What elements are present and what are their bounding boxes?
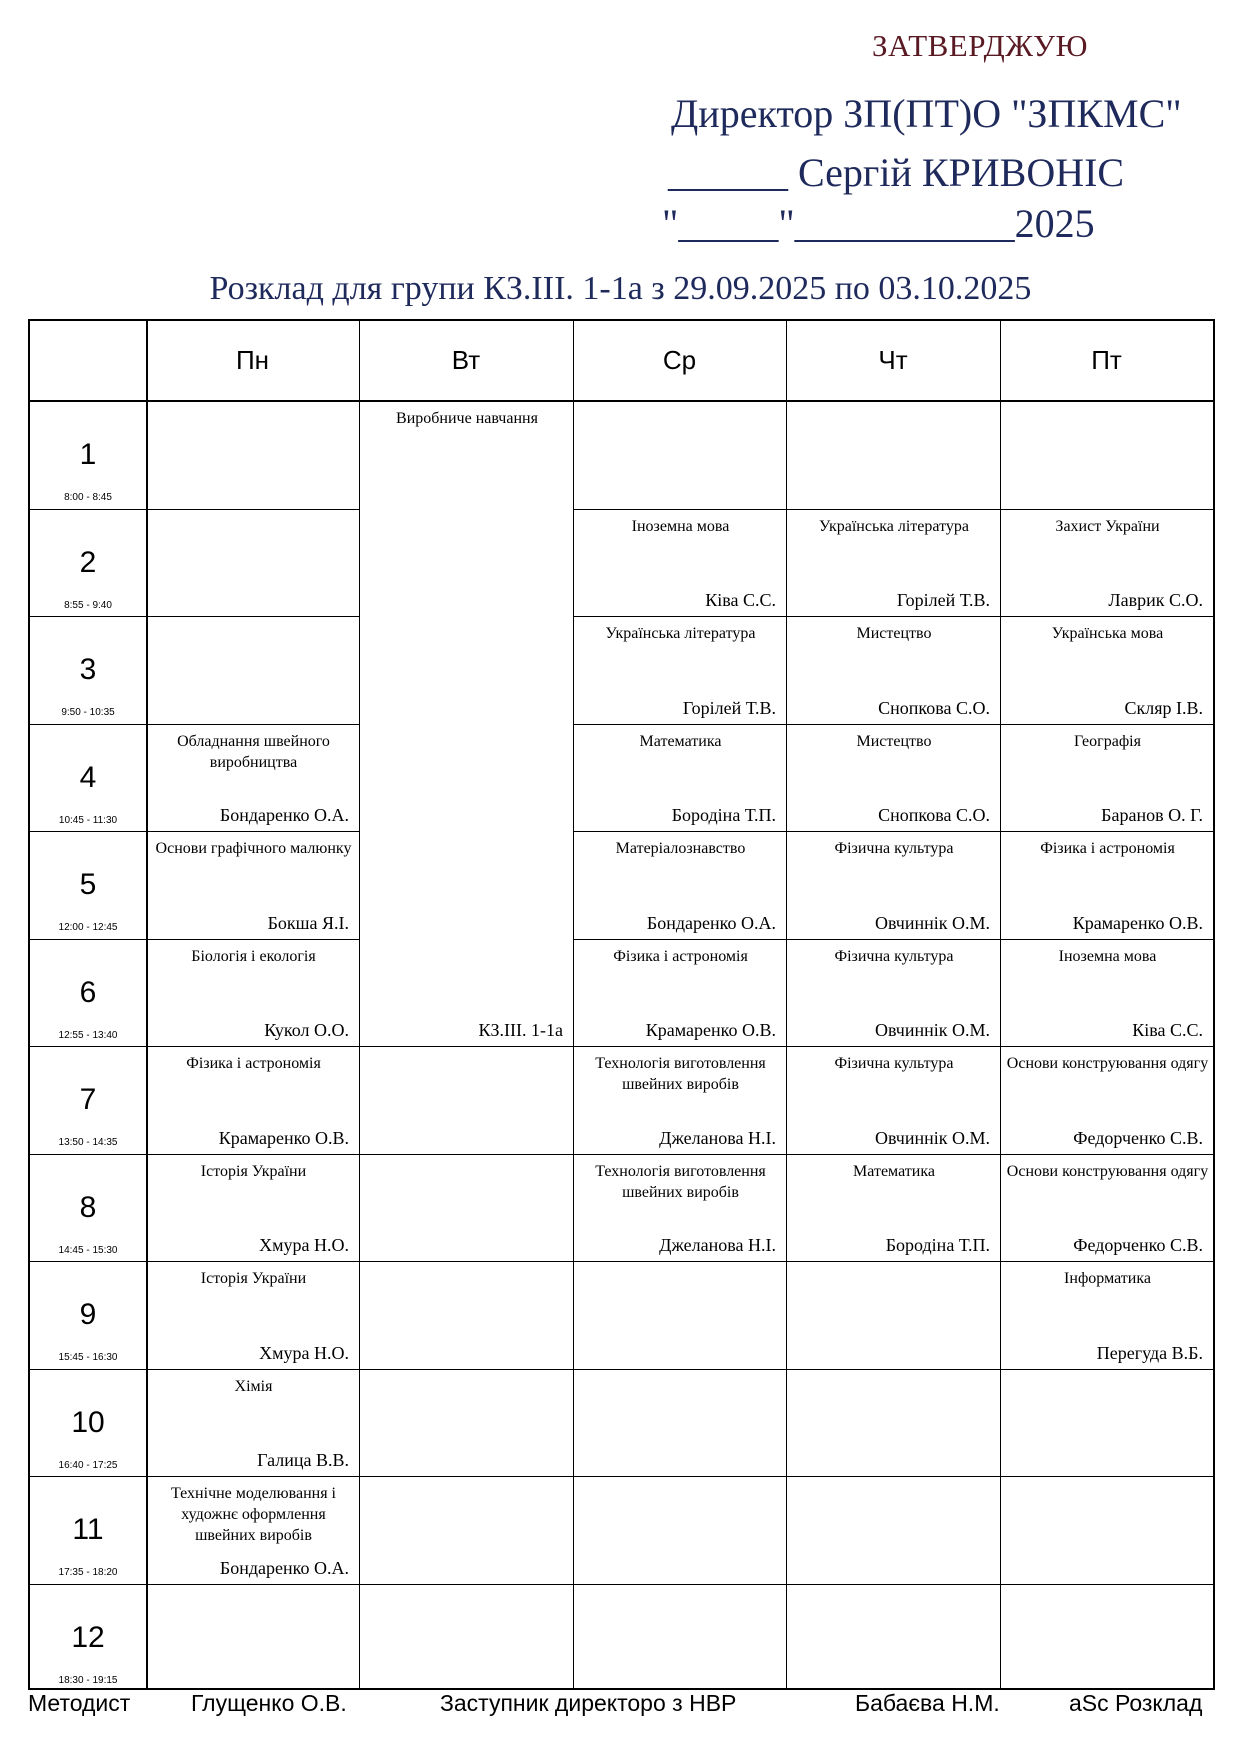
lesson-teacher: Овчиннік О.М. (874, 912, 990, 933)
period-number: 6 (79, 975, 97, 1009)
approve-heading: ЗАТВЕРДЖУЮ (872, 28, 1088, 63)
lesson-subject: Математика (853, 1162, 935, 1180)
lesson-subject: Мистецтво (856, 625, 932, 642)
lesson-subject: Основи конструювання одягу (1006, 1055, 1209, 1072)
lesson-cell[interactable] (361, 402, 573, 1046)
lesson-cell[interactable] (575, 617, 786, 724)
lesson-cell[interactable] (1002, 1155, 1213, 1262)
lesson-cell[interactable] (148, 940, 359, 1047)
period-number: 5 (79, 868, 97, 901)
grid-line (30, 1046, 146, 1047)
methodist-label: Методист (28, 1690, 131, 1716)
lesson-cell[interactable] (1002, 1047, 1213, 1154)
lesson-teacher: Горілей Т.В. (896, 590, 990, 610)
day-header: Чт (878, 345, 908, 375)
grid-line (30, 831, 146, 832)
lesson-subject: Фізика і астрономія (613, 947, 748, 965)
grid-line (1000, 321, 1001, 1688)
lesson-subject: Основи конструювання одягу (1006, 1162, 1209, 1180)
lesson-subject: Технічне моделювання і художнє оформлення швейних виробів (171, 1485, 336, 1544)
grid-line (146, 509, 359, 510)
lesson-cell[interactable] (148, 1477, 359, 1584)
lesson-teacher: Овчиннік О.М. (874, 1020, 990, 1040)
lesson-cell[interactable] (575, 832, 786, 939)
lesson-cell[interactable] (148, 1155, 359, 1262)
period-time: 15:45 - 16:30 (58, 1352, 118, 1363)
deputy-name: Бабаєва Н.М. (855, 1690, 1000, 1716)
lesson-subject: Іноземна мова (631, 517, 730, 535)
lesson-subject: Фізична культура (834, 1055, 954, 1072)
lesson-teacher: Лаврик С.О. (1108, 590, 1203, 610)
approval-date: "_____"___________2025 (662, 201, 1095, 246)
lesson-subject: Фізика і астрономія (186, 1055, 321, 1072)
grid-line (1000, 1369, 1213, 1370)
period-number: 1 (79, 438, 97, 471)
lesson-subject: Хімія (234, 1377, 273, 1395)
lesson-teacher: Хмура Н.О. (259, 1342, 349, 1363)
period-time: 17:35 - 18:20 (58, 1567, 118, 1578)
header-divider (30, 400, 1213, 402)
lesson-subject: Технологія виготовлення швейних виробів (595, 1162, 766, 1201)
lesson-subject: Фізична культура (834, 947, 954, 965)
day-header: Ср (662, 345, 697, 375)
grid-line (573, 1261, 786, 1262)
lesson-subject: Інформатика (1064, 1270, 1151, 1287)
period-number: 4 (79, 760, 97, 794)
lesson-cell[interactable] (148, 1370, 359, 1477)
lesson-teacher: Баранов О. Г. (1101, 805, 1203, 825)
lesson-subject: Захист України (1055, 517, 1160, 535)
lesson-subject: Обладнання швейного виробництва (177, 732, 330, 771)
lesson-subject: Фізика і астрономія (1040, 840, 1175, 857)
period-number: 11 (72, 1513, 104, 1546)
methodist-name: Глущенко О.В. (191, 1690, 347, 1716)
lesson-subject: Історія України (200, 1270, 307, 1287)
lesson-cell[interactable] (788, 1047, 1000, 1154)
lesson-subject: Географія (1074, 732, 1141, 750)
lesson-teacher: Кукол О.О. (264, 1020, 349, 1040)
grid-line (786, 321, 787, 1688)
lesson-teacher: Ківа С.С. (1132, 1020, 1203, 1040)
period-time: 16:40 - 17:25 (58, 1459, 118, 1471)
page-title: Розклад для групи КЗ.ІІІ. 1-1а з 29.09.2025 по 03.10.2025 (209, 270, 1032, 307)
lesson-teacher: Бородіна Т.П. (885, 1235, 990, 1255)
lesson-subject: Матеріалознавство (615, 840, 746, 857)
grid-line (359, 1261, 573, 1262)
day-header: Вт (451, 345, 481, 375)
lesson-cell[interactable] (788, 617, 1000, 724)
grid-line (30, 1584, 146, 1585)
lesson-cell[interactable] (1002, 832, 1213, 939)
grid-line (573, 1476, 786, 1477)
lesson-cell[interactable] (575, 940, 786, 1047)
lesson-teacher: Скляр І.В. (1124, 697, 1203, 718)
director-title: Директор ЗП(ПТ)О "ЗПКМС" (671, 91, 1182, 136)
lesson-subject: Мистецтво (856, 732, 932, 750)
grid-line (146, 1584, 359, 1585)
grid-line (786, 1476, 1000, 1477)
grid-line (30, 509, 146, 510)
lesson-teacher: Бокша Я.І. (267, 912, 349, 933)
lesson-subject: Історія України (200, 1162, 307, 1180)
lesson-teacher: Снопкова С.О. (878, 805, 990, 825)
lesson-cell[interactable] (148, 1262, 359, 1369)
lesson-subject: Українська література (819, 517, 969, 535)
period-time: 8:00 - 8:45 (64, 492, 112, 503)
grid-line (573, 321, 574, 1688)
lesson-cell[interactable] (1002, 510, 1213, 617)
period-time: 9:50 - 10:35 (61, 707, 115, 718)
grid-line (30, 616, 146, 617)
grid-line (146, 616, 359, 617)
grid-line (786, 1261, 1000, 1262)
lesson-cell[interactable] (148, 832, 359, 939)
lesson-teacher: Крамаренко О.В. (1072, 912, 1203, 933)
grid-line (573, 1369, 786, 1370)
lesson-teacher: Джеланова Н.І. (659, 1127, 776, 1148)
period-number: 9 (79, 1298, 97, 1331)
lesson-cell[interactable] (788, 1155, 1000, 1262)
lesson-cell[interactable] (575, 510, 786, 617)
lesson-subject: Технологія виготовлення швейних виробів (595, 1055, 766, 1093)
grid-line (359, 321, 360, 1688)
grid-line (30, 724, 146, 725)
period-time: 12:00 - 12:45 (58, 922, 118, 933)
lesson-teacher: Бондаренко О.А. (219, 805, 349, 825)
grid-line (786, 1584, 1000, 1585)
deputy-label: Заступник директоро з НВР (440, 1690, 737, 1716)
period-number: 12 (71, 1620, 105, 1654)
lesson-teacher: Бондаренко О.А. (646, 912, 776, 933)
lesson-teacher: Снопкова С.О. (878, 697, 990, 718)
grid-line (30, 1476, 146, 1477)
lesson-subject: Українська мова (1051, 625, 1164, 642)
lesson-cell[interactable] (788, 832, 1000, 939)
lesson-subject: Фізична культура (834, 840, 954, 857)
lesson-subject: Українська література (605, 625, 756, 642)
day-header: Пт (1091, 345, 1122, 375)
lesson-teacher: Овчиннік О.М. (874, 1127, 990, 1148)
lesson-teacher: Галица В.В. (257, 1450, 349, 1470)
lesson-cell[interactable] (575, 1047, 786, 1154)
period-time: 12:55 - 13:40 (58, 1029, 118, 1041)
period-number: 3 (79, 653, 97, 686)
grid-line (359, 1369, 573, 1370)
lesson-subject: Основи графічного малюнку (155, 840, 352, 857)
lesson-teacher: Крамаренко О.В. (645, 1020, 776, 1040)
period-number: 10 (71, 1405, 105, 1439)
grid-line (30, 1261, 146, 1262)
grid-line (359, 1154, 573, 1155)
lesson-teacher: Бондаренко О.А. (219, 1557, 349, 1578)
lesson-teacher: Хмура Н.О. (259, 1235, 349, 1255)
day-header: Пн (235, 345, 270, 375)
lesson-cell[interactable] (788, 940, 1000, 1047)
period-time: 18:30 - 19:15 (58, 1674, 118, 1686)
period-number: 2 (79, 545, 97, 579)
period-time: 8:55 - 9:40 (64, 599, 112, 611)
lesson-subject: Математика (639, 732, 722, 750)
grid-line (30, 1154, 146, 1155)
lesson-cell[interactable] (788, 725, 1000, 832)
grid-line (1000, 1584, 1213, 1585)
grid-line (30, 1369, 146, 1370)
grid-line (1000, 1476, 1213, 1477)
period-time: 14:45 - 15:30 (58, 1244, 118, 1256)
lesson-cell[interactable] (1002, 940, 1213, 1047)
lesson-teacher: КЗ.ІІІ. 1-1а (478, 1020, 563, 1040)
period-number: 8 (79, 1190, 97, 1224)
schedule-table (28, 319, 1215, 1690)
director-signature: ______ Сергій КРИВОНІС (668, 150, 1125, 195)
lesson-subject: Іноземна мова (1058, 947, 1157, 965)
period-time: 13:50 - 14:35 (58, 1137, 118, 1148)
lesson-cell[interactable] (788, 510, 1000, 617)
grid-line (573, 1584, 786, 1585)
lesson-teacher: Ківа С.С. (705, 590, 776, 610)
grid-line (30, 939, 146, 940)
lesson-cell[interactable] (575, 725, 786, 832)
lesson-subject: Біологія і екологія (191, 947, 316, 965)
grid-line (786, 1369, 1000, 1370)
lesson-teacher: Бородіна Т.П. (671, 805, 776, 825)
period-time: 10:45 - 11:30 (58, 814, 118, 826)
software-credit: aSc Розклад (1069, 1690, 1203, 1716)
lesson-teacher: Федорченко С.В. (1073, 1127, 1203, 1148)
grid-line (359, 1584, 573, 1585)
lesson-teacher: Федорченко С.В. (1073, 1235, 1203, 1255)
lesson-teacher: Перегуда В.Б. (1096, 1342, 1203, 1363)
grid-line (359, 1046, 573, 1047)
period-number: 7 (79, 1083, 97, 1116)
lesson-subject: Виробниче навчання (396, 410, 538, 427)
lesson-cell[interactable] (1002, 617, 1213, 724)
grid-line (359, 1476, 573, 1477)
lesson-teacher: Крамаренко О.В. (218, 1127, 349, 1148)
lesson-cell[interactable] (1002, 725, 1213, 832)
lesson-cell[interactable] (1002, 1262, 1213, 1369)
lesson-teacher: Джеланова Н.І. (659, 1235, 776, 1255)
lesson-cell[interactable] (575, 1155, 786, 1262)
lesson-cell[interactable] (148, 1047, 359, 1154)
lesson-cell[interactable] (148, 725, 359, 832)
lesson-teacher: Горілей Т.В. (682, 697, 776, 718)
